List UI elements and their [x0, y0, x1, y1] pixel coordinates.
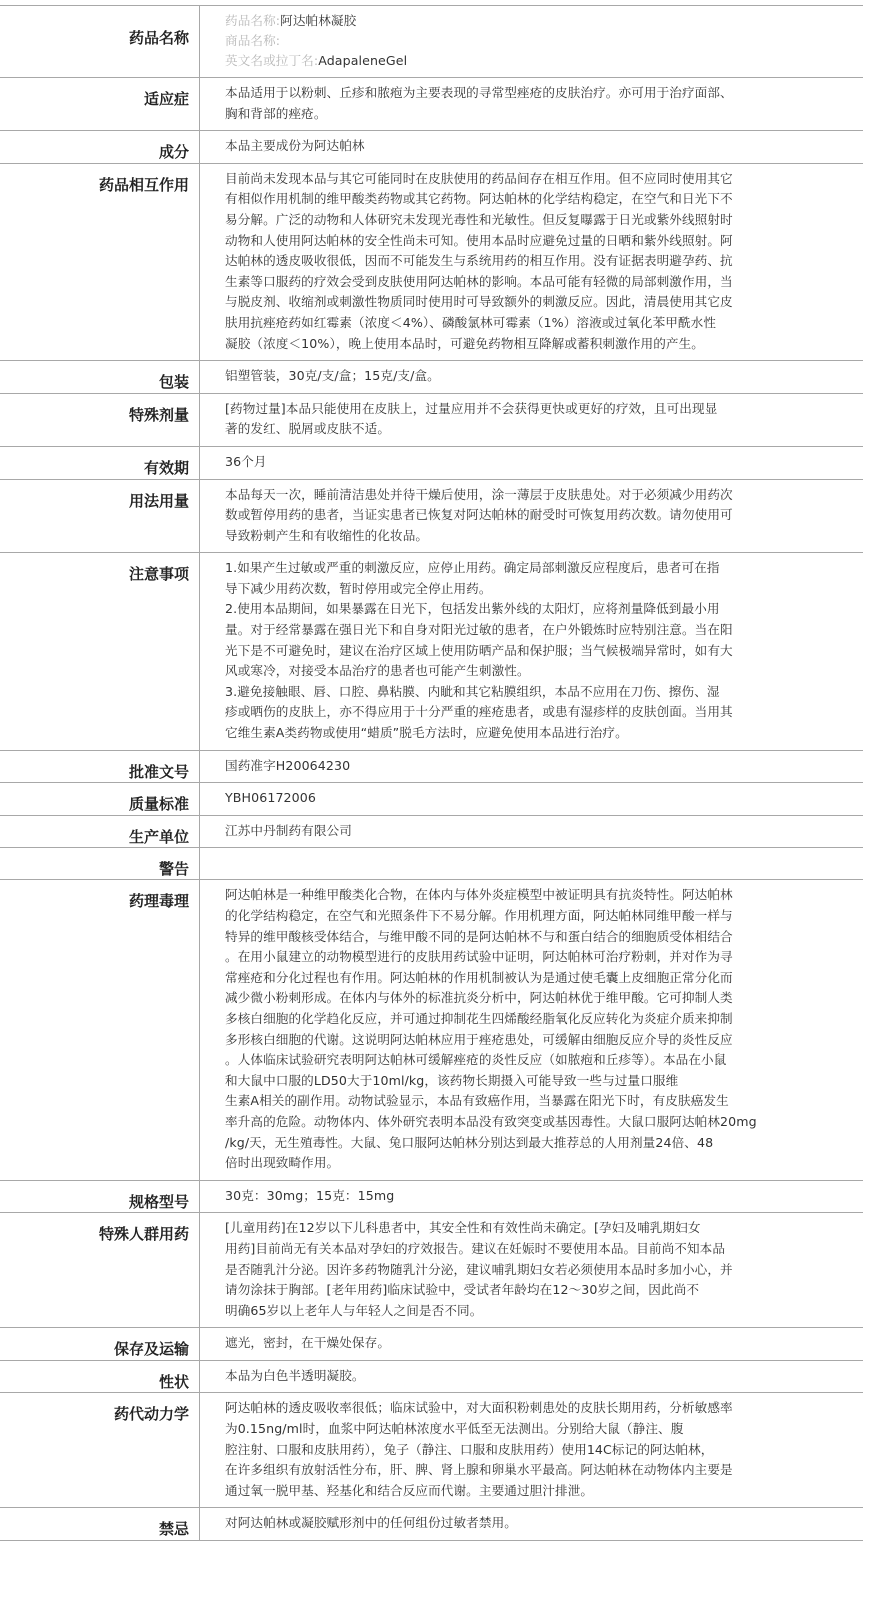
row-overdose	[0, 393, 863, 446]
label-name: 药品名称	[0, 6, 200, 78]
generic-name-key: 药品名称:	[225, 13, 281, 28]
content-pharmacokinetics	[200, 1393, 864, 1508]
row-special-groups	[0, 1213, 863, 1328]
content-precautions	[200, 553, 864, 750]
label-interactions: 药品相互作用	[0, 163, 200, 360]
content-usage	[200, 479, 864, 553]
drug-info-table	[0, 5, 863, 1541]
content-package	[200, 361, 864, 394]
text-approval: 国药准字H20064230	[225, 757, 351, 773]
label-pharmacokinetics: 药代动力学	[0, 1393, 200, 1508]
text-indications: 本品适用于以粉刺、丘疹和脓疱为主要表现的寻常型痤疮的皮肤治疗。亦可用于治疗面部、 胸和背部的痤疮。	[225, 85, 733, 121]
english-name-key: 英文名或拉丁名:	[225, 53, 319, 68]
label-special-groups: 特殊人群用药	[0, 1213, 200, 1328]
content-ingredients	[200, 131, 864, 164]
text-special-groups: [儿童用药]在12岁以下儿科患者中，其安全性和有效性尚未确定。[孕妇及哺乳期妇女 用药]目前尚无有关本品对孕妇的疗效报告。建议在妊娠时不要使用本品。目前尚不知本品 是否随乳汁分泌。因许多药物随乳汁分泌，建议哺乳期妇女若必须使用本品时多加小心，并 请勿涂抹于胸部。[老年用药]临床试验中，受试者年龄均在12～30岁之间，因此尚不 明确65岁以上老年人与年轻人之间是否不同。	[225, 1220, 733, 1318]
row-package	[0, 361, 863, 394]
row-name	[0, 6, 863, 78]
row-approval	[0, 750, 863, 783]
content-contraindications	[200, 1508, 864, 1541]
content-pharmacology	[200, 880, 864, 1180]
text-appearance: 本品为白色半透明凝胶。	[225, 1367, 365, 1383]
text-overdose: [药物过量]本品只能使用在皮肤上，过量应用并不会获得更快或更好的疗效，且可出现显 著的发红、脱屑或皮肤不适。	[225, 400, 718, 437]
label-ingredients: 成分	[0, 131, 200, 164]
label-overdose: 特殊剂量	[0, 393, 200, 446]
text-pharmacokinetics: 阿达帕林的透皮吸收率很低；临床试验中，对大面积粉刺患处的皮肤长期用药，分析敏感率 为0.15ng/ml时，血浆中阿达帕林浓度水平低至无法测出。分别给大鼠（静注、腹 腔注射、口服和皮肤用药），兔子（静注、口服和皮肤用药）使用14C标记的阿达帕林， 在许多组织有放射活性分布，肝、脾、肾上腺和卵巢水平最高。阿达帕林在动物体内主要是 通过氧一脱甲基、羟基化和结合反应而代谢。主要通过胆汁排泄。	[225, 1400, 733, 1498]
label-package: 包装	[0, 361, 200, 394]
row-storage	[0, 1328, 863, 1361]
text-validity: 36个月	[225, 453, 267, 469]
content-manufacturer	[200, 815, 864, 848]
content-approval	[200, 750, 864, 783]
row-precautions	[0, 553, 863, 750]
label-standard: 质量标准	[0, 783, 200, 816]
content-warning	[200, 848, 864, 880]
text-ingredients: 本品主要成份为阿达帕林	[225, 138, 365, 154]
label-specification: 规格型号	[0, 1180, 200, 1213]
row-interactions	[0, 163, 863, 360]
content-storage	[200, 1328, 864, 1361]
english-name-line	[225, 51, 843, 71]
text-manufacturer: 江苏中丹制药有限公司	[225, 822, 352, 838]
text-precautions: 1.如果产生过敏或严重的刺激反应，应停止用药。确定局部刺激反应程度后，患者可在指 导下减少用药次数，暂时停用或完全停止用药。 2.使用本品期间，如果暴露在日光下，包括发出紫外线的太阳灯，应将剂量降低到最小用 量。对于经常暴露在强日光下和自身对阳光过敏的患者，在户外锻炼时应特别注意。当在阳 光下是不可避免时，建议在治疗区域上使用防晒产品和保护服；当气候极端异常时，如有大 风或寒冷，对接受本品治疗的患者也可能产生刺激性。 3.避免接触眼、唇、口腔、鼻粘膜、内眦和其它粘膜组织，本品不应用在刀伤、擦伤、湿 疹或晒伤的皮肤上，亦不得应用于十分严重的痤疮患者，或患有湿疹样的皮肤创面。当用其 它维生素A类药物或使用“蜡质”脱毛方法时，应避免使用本品进行治疗。	[225, 560, 733, 741]
row-pharmacokinetics	[0, 1393, 863, 1508]
text-specification: 30克：30mg；15克：15mg	[225, 1187, 395, 1203]
generic-name-value: 阿达帕林凝胶	[280, 13, 357, 28]
text-storage: 遮光，密封，在干燥处保存。	[225, 1335, 391, 1351]
label-approval: 批准文号	[0, 750, 200, 783]
text-usage: 本品每天一次，睡前清洁患处并待干燥后使用，涂一薄层于皮肤患处。对于必须减少用药次 数或暂停用药的患者，当证实患者已恢复对阿达帕林的耐受时可恢复用药次数。请勿使用可 导致粉刺产生和有收缩性的化妆品。	[225, 486, 733, 543]
text-warning	[225, 853, 843, 873]
content-interactions	[200, 163, 864, 360]
row-manufacturer	[0, 815, 863, 848]
label-usage: 用法用量	[0, 479, 200, 553]
content-appearance	[200, 1360, 864, 1393]
label-storage: 保存及运输	[0, 1328, 200, 1361]
trade-name-line	[225, 31, 843, 51]
english-name-value: AdapaleneGel	[318, 53, 408, 68]
label-manufacturer: 生产单位	[0, 815, 200, 848]
trade-name-key: 商品名称:	[225, 33, 281, 48]
row-standard	[0, 783, 863, 816]
row-specification	[0, 1180, 863, 1213]
content-special-groups	[200, 1213, 864, 1328]
label-contraindications: 禁忌	[0, 1508, 200, 1541]
row-pharmacology	[0, 880, 863, 1180]
content-validity	[200, 446, 864, 479]
row-validity	[0, 446, 863, 479]
label-pharmacology: 药理毒理	[0, 880, 200, 1180]
text-contraindications: 对阿达帕林或凝胶赋形剂中的任何组份过敏者禁用。	[225, 1515, 517, 1531]
text-pharmacology: 阿达帕林是一种维甲酸类化合物，在体内与体外炎症模型中被证明具有抗炎特性。阿达帕林 的化学结构稳定，在空气和光照条件下不易分解。作用机理方面，阿达帕林同维甲酸一样与 特异的维甲酸核受体结合，与维甲酸不同的是阿达帕林不与和蛋白结合的细胞质受体相结合 。在用小鼠建立的动物模型进行的皮肤用药试验中证明，阿达帕林可治疗粉刺，并对作为寻 常痤疮和分化过程也有作用。阿达帕林的作用机制被认为是通过使毛囊上皮细胞正常分化而 减少微小粉刺形成。在体内与体外的标准抗炎分析中，阿达帕林优于维甲酸。它可抑制人类 多核白细胞的化学趋化反应，并可通过抑制花生四烯酸经脂氧化反应转化为炎症介质来抑制 多形核白细胞的代谢。这说明阿达帕林应用于痤疮患处，可缓解由细胞反应介导的炎性反应 。人体临床试验研究表明阿达帕林可缓解痤疮的炎性反应（如脓疱和丘疹等）。本品在小鼠 和大鼠中口服的LD50大于10ml/kg，该药物长期摄入可能导致一些与过量口服维 生素A相关的副作用。动物试验显示，本品有致癌作用，当暴露在阳光下时，有皮肤癌发生 率升高的危险。动物体内、体外研究表明本品没有致突变或基因毒性。大鼠口服阿达帕林20mg /kg/天，无生殖毒性。大鼠、兔口服阿达帕林分别达到最大推荐总的人用剂量24倍、48 倍时出现致畸作用。	[225, 887, 757, 1171]
label-appearance: 性状	[0, 1360, 200, 1393]
row-contraindications	[0, 1508, 863, 1541]
text-package: 铝塑管装，30克/支/盒；15克/支/盒。	[225, 368, 440, 384]
row-appearance	[0, 1360, 863, 1393]
row-ingredients	[0, 131, 863, 164]
row-indications	[0, 78, 863, 131]
label-precautions: 注意事项	[0, 553, 200, 750]
row-usage	[0, 479, 863, 553]
content-name	[200, 6, 864, 78]
row-warning	[0, 848, 863, 880]
label-warning: 警告	[0, 848, 200, 880]
content-indications	[200, 78, 864, 131]
content-standard	[200, 783, 864, 816]
content-specification	[200, 1180, 864, 1213]
generic-name-line	[225, 11, 843, 31]
text-standard: YBH06172006	[225, 790, 317, 806]
label-indications: 适应症	[0, 78, 200, 131]
label-validity: 有效期	[0, 446, 200, 479]
text-interactions: 目前尚未发现本品与其它可能同时在皮肤使用的药品间存在相互作用。但不应同时使用其它 有相似作用机制的维甲酸类药物或其它药物。阿达帕林的化学结构稳定，在空气和日光下不 易分解。广泛的动物和人体研究未发现光毒性和光敏性。但反复曝露于日光或紫外线照射时 动物和人使用阿达帕林的安全性尚未可知。使用本品时应避免过量的日晒和紫外线照射。阿 达帕林的透皮吸收很低，因而不可能发生与系统用药的相互作用。没有证据表明避孕药、抗 生素等口服药的疗效会受到皮肤使用阿达帕林的影响。本品可能有轻微的局部刺激作用，当 与脱皮剂、收缩剂或刺激性物质同时使用时可导致额外的刺激反应。因此，清晨使用其它皮 肤用抗痤疮药如红霉素（浓度＜4%）、磷酸氯林可霉素（1%）溶液或过氧化苯甲酰水性 凝胶（浓度＜10%），晚上使用本品时，可避免药物相互降解或蓄积刺激作用的产生。	[225, 170, 733, 351]
content-overdose	[200, 393, 864, 446]
